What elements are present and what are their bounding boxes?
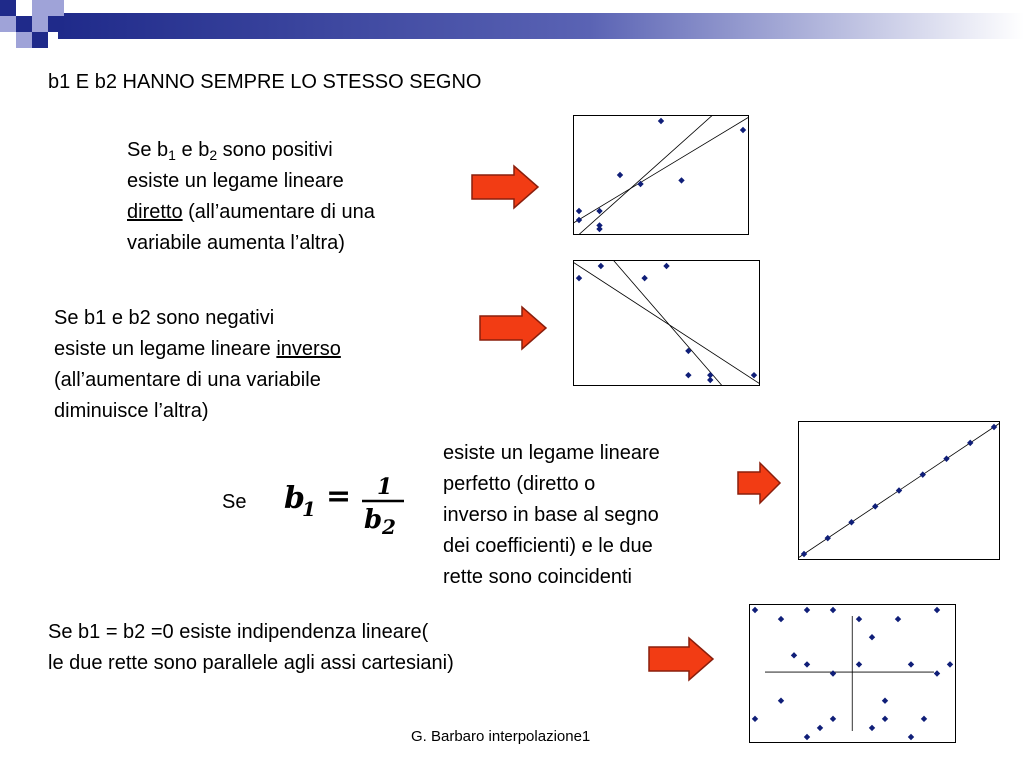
perfect-line-5: rette sono coincidenti (443, 566, 633, 588)
deco-square (0, 16, 16, 32)
independence-line-2: le due rette sono parallele agli assi cartesiani) (48, 652, 454, 674)
formula-b1-equals-1-over-b2 (280, 470, 410, 540)
perfect-se-label: Se (222, 491, 247, 513)
arrow-right-icon (736, 461, 782, 505)
section-independence-text (48, 617, 454, 679)
perfect-line-3: inverso in base al segno (443, 504, 659, 526)
perfect-line-2: perfetto (diretto o (443, 473, 596, 495)
deco-square (0, 0, 16, 16)
formula-denominator: b (364, 505, 383, 535)
independence-line-1: Se b1 = b2 =0 esiste indipendenza lineare( (48, 621, 429, 643)
negative-line-1: Se b1 e b2 sono negativi (54, 307, 275, 329)
deco-square (16, 32, 32, 48)
formula-equals: = (326, 479, 352, 514)
deco-square (48, 16, 64, 32)
arrow-right-icon (478, 305, 550, 351)
deco-square (32, 16, 48, 32)
slide-title: b1 E b2 HANNO SEMPRE LO STESSO SEGNO (48, 71, 482, 93)
section-perfect-text (443, 438, 660, 593)
header-gradient-bar (58, 13, 1024, 39)
negative-line-3: (all’aumentare di una variabile (54, 369, 321, 391)
negative-line-2: esiste un legame lineare inverso (54, 338, 341, 360)
positive-line-2: esiste un legame lineare (127, 170, 344, 192)
positive-line-4: variabile aumenta l’altra) (127, 232, 345, 254)
deco-square (32, 32, 48, 48)
header-decoration (0, 0, 1024, 70)
deco-square (32, 0, 48, 16)
scatter-plot-perfect (798, 421, 1000, 560)
scatter-plot-independent (749, 604, 956, 743)
formula-denominator-sub: 2 (382, 515, 396, 539)
section-positive-text (127, 135, 375, 259)
arrow-right-icon (647, 636, 717, 682)
section-negative-text (54, 303, 341, 427)
perfect-line-4: dei coefficienti) e le due (443, 535, 653, 557)
deco-square (16, 16, 32, 32)
scatter-plot-negative (573, 260, 760, 386)
formula-lhs: b (284, 481, 305, 516)
positive-line-3: diretto (all’aumentare di una (127, 201, 375, 223)
scatter-plot-positive (573, 115, 749, 235)
positive-line-1: Se $b_1$ e $b_2$ sono positivi (127, 139, 333, 163)
arrow-right-icon (470, 164, 542, 210)
footer-text: G. Barbaro interpolazione1 (411, 728, 591, 745)
formula-numerator: 1 (377, 474, 393, 500)
negative-line-4: diminuisce l’altra) (54, 400, 209, 422)
perfect-line-1: esiste un legame lineare (443, 442, 660, 464)
deco-square (48, 0, 64, 16)
formula-lhs-sub: 1 (302, 497, 316, 521)
deco-square (16, 0, 32, 16)
